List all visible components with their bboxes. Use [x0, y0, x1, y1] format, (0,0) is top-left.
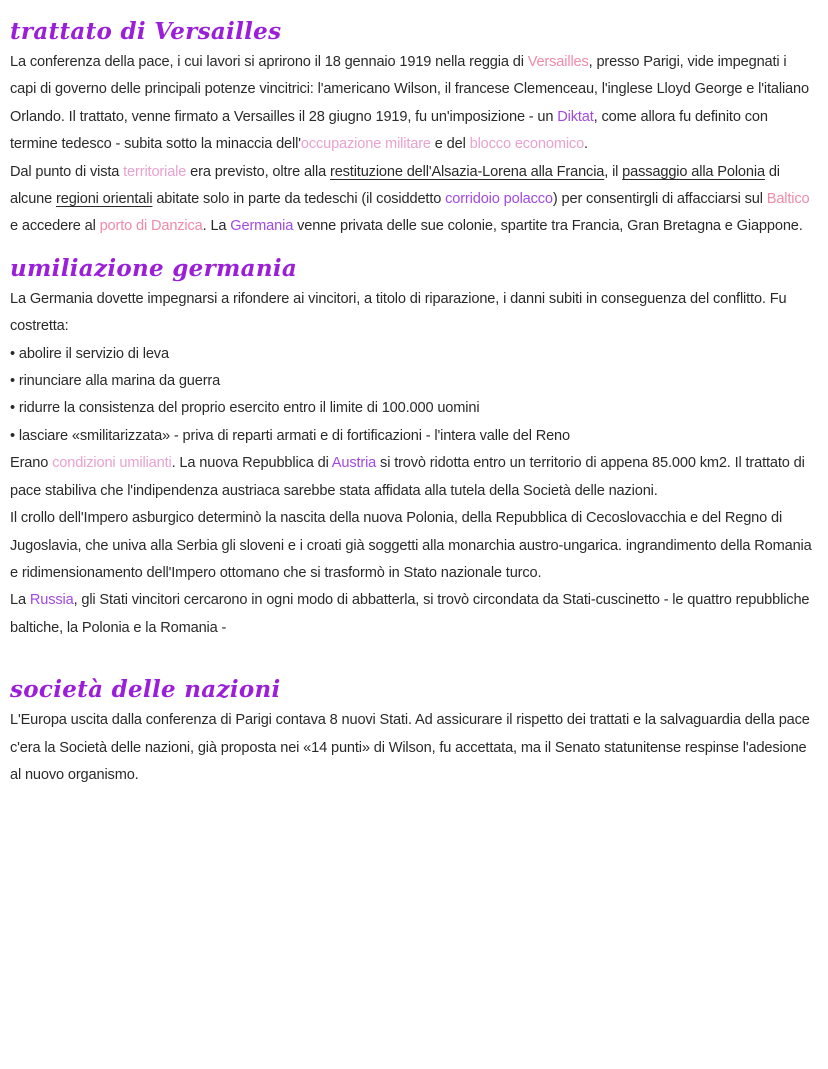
highlight-baltico: Baltico — [766, 191, 810, 208]
text: , come allora fu definito con termine tedesco - subita sotto la minaccia dell' — [10, 108, 768, 153]
underline-regioni: regioni orientali — [56, 191, 153, 208]
text: e del — [430, 136, 470, 153]
bullet-item: • abolire il servizio di leva — [10, 345, 169, 362]
bullet-item: • rinunciare alla marina da guerra — [10, 373, 221, 390]
paragraph-austria — [10, 450, 816, 505]
text: La conferenza della pace, i cui lavori si aprirono il 18 gennaio 1919 nella reggia di — [10, 54, 528, 70]
highlight-versailles: Versailles — [527, 54, 589, 70]
highlight-occupazione: occupazione militare — [300, 136, 431, 153]
bullet-item: • ridurre la consistenza del proprio esercito entro il limite di 100.000 uomini — [10, 400, 480, 417]
text: abitate solo in parte da tedeschi (il cosiddetto — [152, 191, 446, 208]
text: venne privata delle sue colonie, spartite tra Francia, Gran Bretagna e Giappone. — [293, 218, 803, 235]
paragraph-riparazione: La Germania dovette impegnarsi a rifondere ai vincitori, a titolo di riparazione, i danni subiti in conseguenza del conflitto. Fu costretta: — [10, 290, 787, 335]
text: Erano — [10, 455, 53, 472]
paragraph-conferenza — [10, 49, 816, 159]
paragraph-europa: L'Europa uscita dalla conferenza di Parigi contava 8 nuovi Stati. Ad assicurare il rispetto dei trattati e la salvaguardia della pace c'era la Società delle nazioni, già proposta nei «14 punti» di Wilson, fu accettata, ma il Senato statunitense respinse l'adesione al nuovo organismo. — [10, 712, 810, 783]
text: La — [10, 592, 30, 609]
text: e accedere al — [10, 218, 100, 235]
text: . La — [202, 218, 231, 235]
text: , gli Stati vincitori cercarono in ogni modo di abbatterla, si trovò circondata da Stati-cuscinetto - le quattro repubbliche baltiche, la Polonia e la Romania - — [10, 592, 810, 636]
section-title-umiliazione: umiliazione germania — [10, 254, 298, 282]
section-title-societa: società delle nazioni — [10, 676, 281, 704]
underline-restituzione: restituzione dell'Alsazia-Lorena alla Francia — [329, 163, 605, 180]
text: . — [584, 136, 588, 153]
text: , il — [604, 163, 623, 180]
highlight-territoriale: territoriale — [123, 163, 187, 180]
highlight-porto: porto di Danzica — [99, 218, 203, 235]
text: Dal punto di vista — [10, 163, 124, 180]
section-title-versailles: trattato di Versailles — [10, 18, 282, 45]
text: si trovò ridotta entro un territorio di appena 85.000 km2. Il trattato di pace stabiliva che l'indipendenza austriaca sarebbe stata affidata alla tutela della Società delle nazioni. — [10, 455, 805, 499]
text: , presso Parigi, vide impegnati i capi di governo delle principali potenze vincitrici: l'americano Wilson, il francese Clemenceau, l'inglese Lloyd George e l'italiano Orlando. Il trattato, venne firmato a Versailles il 28 giugno 1919, fu un'imposizione - un — [10, 54, 809, 125]
highlight-russia: Russia — [29, 592, 74, 609]
highlight-diktat: Diktat — [557, 108, 594, 125]
highlight-condizioni: condizioni umilianti — [52, 455, 172, 472]
paragraph-russia — [10, 587, 816, 642]
text: di alcune — [10, 163, 780, 208]
underline-passaggio: passaggio alla Polonia — [622, 163, 765, 180]
highlight-corridoio: corridoio polacco — [445, 191, 553, 208]
highlight-blocco: blocco economico — [469, 136, 585, 153]
highlight-austria: Austria — [331, 455, 377, 472]
paragraph-territoriale — [10, 159, 816, 241]
bullet-item: • lasciare «smilitarizzata» - priva di reparti armati e di fortificazioni - l'intera valle del Reno — [10, 427, 570, 444]
text: era previsto, oltre alla — [186, 163, 330, 180]
text: . La nuova Repubblica di — [171, 455, 332, 472]
highlight-germania: Germania — [230, 218, 294, 235]
paragraph-crollo: Il crollo dell'Impero asburgico determinò la nascita della nuova Polonia, della Repubblica di Cecoslovacchia e del Regno di Jugoslavia, che univa alla Serbia gli sloveni e i croati già soggetti alla monarchia austro-ungarica. ingrandimento della Romania e ridimensionamento dell'Impero ottomano che si trasformò in Stato nazionale turco. — [10, 510, 812, 581]
text: ) per consentirgli di affacciarsi sul — [552, 191, 767, 208]
